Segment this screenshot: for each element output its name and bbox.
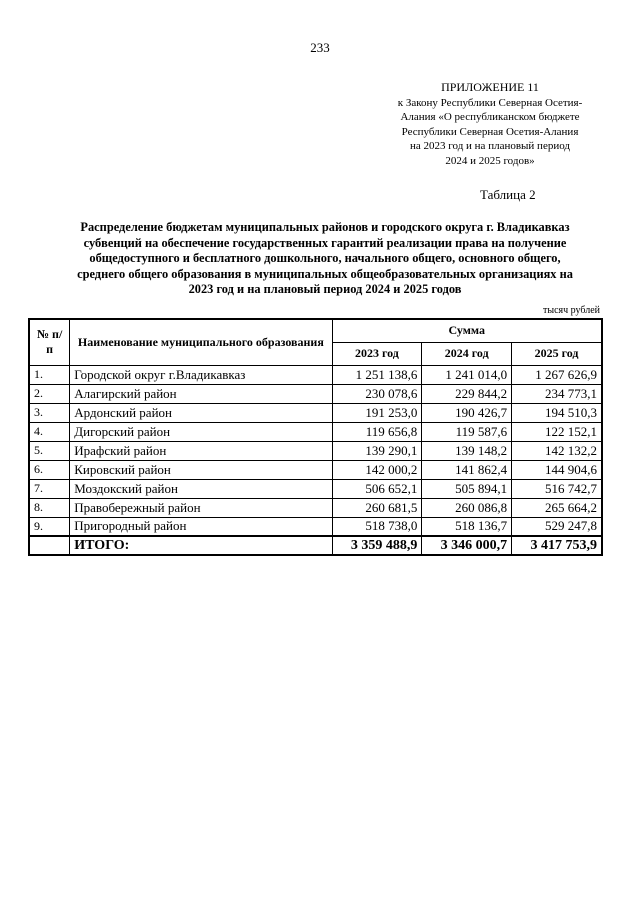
total-num-cell bbox=[29, 536, 70, 555]
row-value-2023: 260 681,5 bbox=[332, 498, 422, 517]
title-line: субвенций на обеспечение государственных гарантий реализации права на получение bbox=[83, 235, 567, 250]
row-num: 9. bbox=[29, 517, 70, 536]
row-value-2023: 139 290,1 bbox=[332, 441, 422, 460]
appendix-title: ПРИЛОЖЕНИЕ 11 bbox=[441, 80, 539, 94]
row-value-2023: 191 253,0 bbox=[332, 403, 422, 422]
table-row bbox=[29, 384, 602, 403]
budget-table bbox=[28, 318, 603, 556]
units-label: тысяч рублей bbox=[542, 305, 600, 316]
row-name: Алагирский район bbox=[70, 384, 332, 403]
row-value-2024: 505 894,1 bbox=[422, 479, 512, 498]
title-line: среднего общего образования в муниципальных общеобразовательных организациях на bbox=[77, 266, 573, 281]
row-value-2024: 518 136,7 bbox=[422, 517, 512, 536]
table-row bbox=[29, 517, 602, 536]
header-num: № п/п bbox=[29, 319, 70, 365]
appendix-line: на 2023 год и на плановый период bbox=[410, 140, 570, 152]
row-name: Пригородный район bbox=[70, 517, 332, 536]
header-name: Наименование муниципального образования bbox=[70, 319, 332, 365]
row-value-2025: 516 742,7 bbox=[512, 479, 602, 498]
header-sum: Сумма bbox=[332, 319, 602, 342]
row-value-2025: 144 904,6 bbox=[512, 460, 602, 479]
row-num: 4. bbox=[29, 422, 70, 441]
row-value-2024: 141 862,4 bbox=[422, 460, 512, 479]
title-line: 2023 год и на плановый период 2024 и 2025 годов bbox=[188, 282, 462, 296]
row-value-2025: 1 267 626,9 bbox=[512, 365, 602, 384]
row-value-2023: 506 652,1 bbox=[332, 479, 422, 498]
row-value-2024: 1 241 014,0 bbox=[422, 365, 512, 384]
row-value-2025: 142 132,2 bbox=[512, 441, 602, 460]
title-line: Распределение бюджетам муниципальных районов и городского округа г. Владикавказ bbox=[80, 220, 570, 234]
row-num: 6. bbox=[29, 460, 70, 479]
row-value-2025: 234 773,1 bbox=[512, 384, 602, 403]
table-row bbox=[29, 460, 602, 479]
header-year-2025: 2025 год bbox=[512, 342, 602, 365]
row-value-2025: 265 664,2 bbox=[512, 498, 602, 517]
row-value-2025: 194 510,3 bbox=[512, 403, 602, 422]
row-name: Городской округ г.Владикавказ bbox=[70, 365, 332, 384]
appendix-line: 2024 и 2025 годов» bbox=[445, 154, 535, 167]
row-value-2023: 119 656,8 bbox=[332, 422, 422, 441]
row-name: Ирафский район bbox=[70, 441, 332, 460]
table-row bbox=[29, 422, 602, 441]
row-value-2024: 190 426,7 bbox=[422, 403, 512, 422]
row-name: Моздокский район bbox=[70, 479, 332, 498]
row-name: Дигорский район bbox=[70, 422, 332, 441]
row-value-2023: 1 251 138,6 bbox=[332, 365, 422, 384]
row-num: 7. bbox=[29, 479, 70, 498]
total-row bbox=[29, 536, 602, 555]
row-num: 2. bbox=[29, 384, 70, 403]
row-num: 5. bbox=[29, 441, 70, 460]
document-title bbox=[60, 220, 590, 298]
row-num: 3. bbox=[29, 403, 70, 422]
page-number: 233 bbox=[310, 40, 330, 55]
appendix-line: к Закону Республики Северная Осетия- bbox=[397, 96, 583, 109]
table-row bbox=[29, 403, 602, 422]
row-value-2025: 122 152,1 bbox=[512, 422, 602, 441]
row-value-2024: 260 086,8 bbox=[422, 498, 512, 517]
table-row bbox=[29, 441, 602, 460]
row-value-2024: 139 148,2 bbox=[422, 441, 512, 460]
appendix-line: Алания «О республиканском бюджете bbox=[400, 111, 580, 123]
total-value-2023: 3 359 488,9 bbox=[332, 536, 422, 555]
title-line: общедоступного и бесплатного дошкольного, начального общего, основного общего, bbox=[89, 251, 561, 265]
table-row bbox=[29, 498, 602, 517]
row-num: 8. bbox=[29, 498, 70, 517]
table-label: Таблица 2 bbox=[480, 187, 536, 202]
row-value-2024: 229 844,2 bbox=[422, 384, 512, 403]
total-value-2025: 3 417 753,9 bbox=[512, 536, 602, 555]
row-value-2023: 518 738,0 bbox=[332, 517, 422, 536]
total-label: ИТОГО: bbox=[70, 536, 332, 555]
row-name: Кировский район bbox=[70, 460, 332, 479]
row-value-2023: 142 000,2 bbox=[332, 460, 422, 479]
row-value-2023: 230 078,6 bbox=[332, 384, 422, 403]
appendix-block bbox=[380, 80, 600, 168]
appendix-line: Республики Северная Осетия-Алания bbox=[401, 125, 579, 138]
header-year-2024: 2024 год bbox=[422, 342, 512, 365]
total-value-2024: 3 346 000,7 bbox=[422, 536, 512, 555]
row-value-2025: 529 247,8 bbox=[512, 517, 602, 536]
header-year-2023: 2023 год bbox=[332, 342, 422, 365]
row-name: Правобережный район bbox=[70, 498, 332, 517]
row-name: Ардонский район bbox=[70, 403, 332, 422]
row-value-2024: 119 587,6 bbox=[422, 422, 512, 441]
table-row bbox=[29, 479, 602, 498]
table-row bbox=[29, 365, 602, 384]
row-num: 1. bbox=[29, 365, 70, 384]
